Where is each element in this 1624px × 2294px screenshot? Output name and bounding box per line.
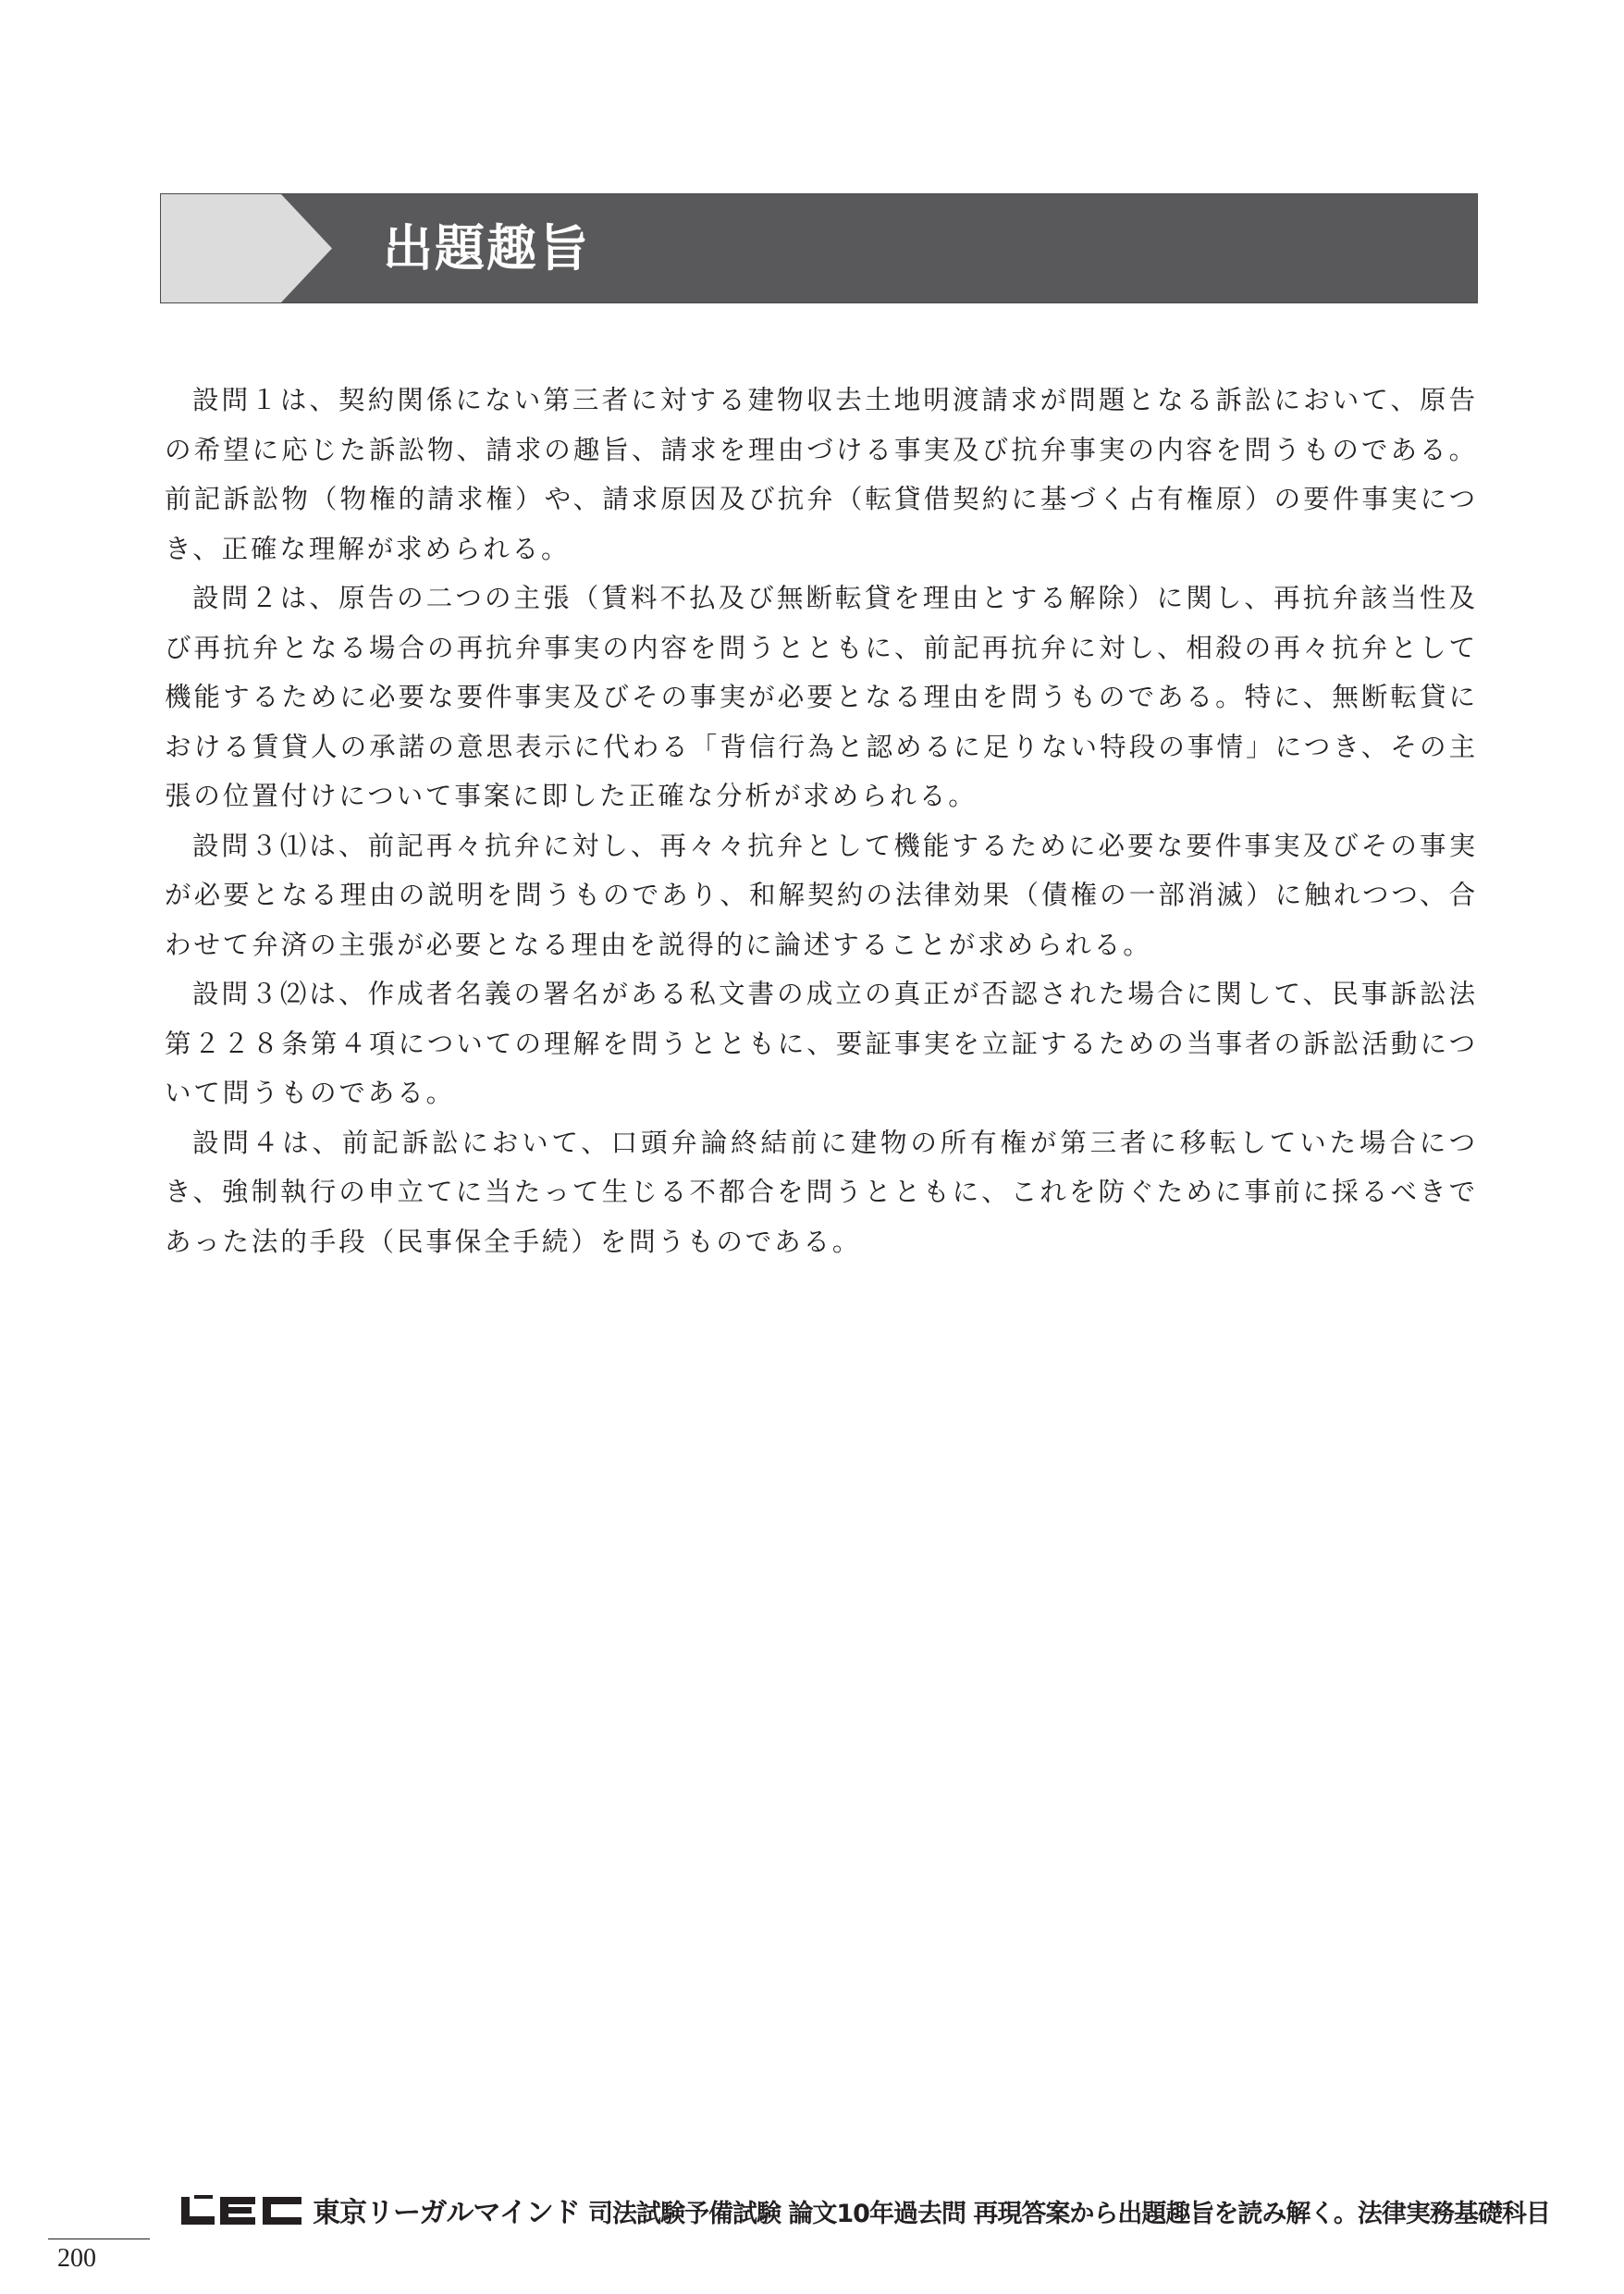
chevron-arrow-icon bbox=[161, 194, 364, 302]
body-text bbox=[165, 376, 1478, 1266]
paragraph-question-2: 設問２は、原告の二つの主張（賃料不払及び無断転貸を理由とする解除）に関し、再抗弁該当性及び再抗弁となる場合の再抗弁事実の内容を問うとともに、前記再抗弁に対し、相殺の再々抗弁として機能するために必要な要件事実及びその事実が必要となる理由を問うものである。特に、無断転貸における賃貸人の承諾の意思表示に代わる「背信行為と認めるに足りない特段の事情」につき、その主張の位置付けについて事案に即した正確な分析が求められる。 bbox=[165, 583, 1478, 811]
lec-logo-icon bbox=[181, 2193, 311, 2226]
section-title: 出題趣旨 bbox=[383, 219, 590, 278]
publisher-name: 東京リーガルマインド bbox=[313, 2197, 580, 2229]
paragraph-question-3-2: 設問３⑵は、作成者名義の署名がある私文書の成立の真正が否認された場合に関して、民事訴訟法第２２８条第４項についての理解を問うとともに、要証事実を立証するための当事者の訴訟活動について問うものである。 bbox=[165, 979, 1478, 1108]
paragraph-question-4: 設問４は、前記訴訟において、口頭弁論終結前に建物の所有権が第三者に移転していた場合につき、強制執行の申立てに当たって生じる不都合を問うとともに、これを防ぐために事前に採るべきであった法的手段（民事保全手続）を問うものである。 bbox=[165, 1127, 1478, 1257]
page-number: 200 bbox=[57, 2244, 96, 2273]
page-number-rule bbox=[48, 2238, 150, 2239]
publisher-logo bbox=[181, 2191, 580, 2228]
book-title: 司法試験予備試験 論文10年過去問 再現答案から出題趣旨を読み解く。法律実務基礎科目 bbox=[588, 2200, 1550, 2228]
section-header-banner bbox=[160, 193, 1478, 303]
paragraph-question-1: 設問１は、契約関係にない第三者に対する建物収去土地明渡請求が問題となる訴訟において、原告の希望に応じた訴訟物、請求の趣旨、請求を理由づける事実及び抗弁事実の内容を問うものである。前記訴訟物（物権的請求権）や、請求原因及び抗弁（転貸借契約に基づく占有権原）の要件事実につき、正確な理解が求められる。 bbox=[165, 385, 1478, 564]
paragraph-question-3-1: 設問３⑴は、前記再々抗弁に対し、再々々抗弁として機能するために必要な要件事実及びその事実が必要となる理由の説明を問うものであり、和解契約の法律効果（債権の一部消滅）に触れつつ、合わせて弁済の主張が必要となる理由を説得的に論述することが求められる。 bbox=[165, 830, 1478, 960]
footer bbox=[181, 2188, 1550, 2234]
